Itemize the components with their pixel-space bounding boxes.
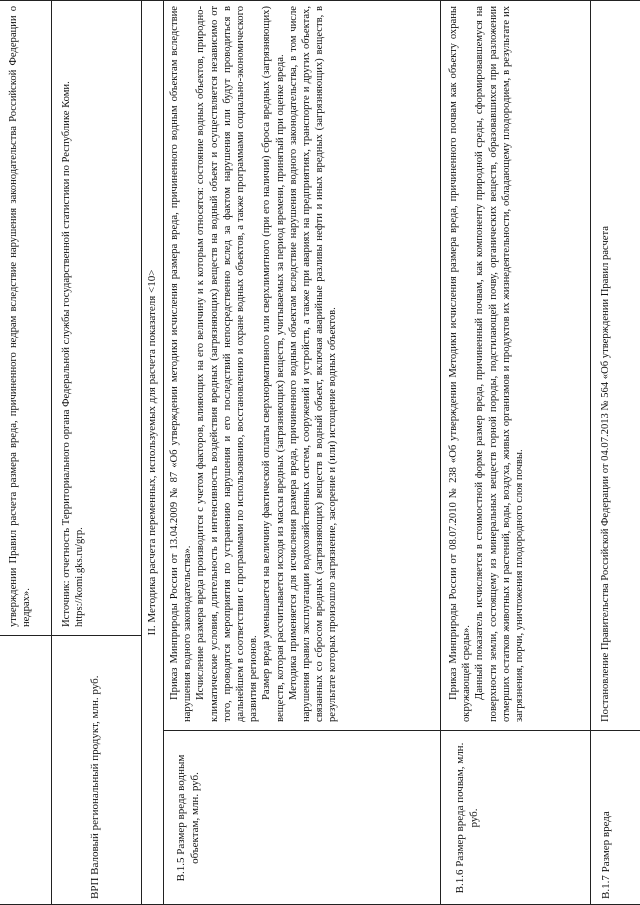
vrp-source: Источник: отчетность Территориального органа Федеральной службы государственной статистики по Республике Коми. <box>61 81 72 627</box>
b15-paragraph: Методика применяется для исчисления размера вреда, причиненного водным объектам вследствие нарушения водного законодательства, в том числе нарушения правил эксплуатации водохозяйственных систем, сооружений и устройств, а также при авариях на предприятиях, транспорте и других объектах, связанных со сбросом вредных (загрязняющих) веществ в водный объект, включая аварийные разливы нефти и иных вредных (загрязняющих) веществ, в результате которых произошло загрязнение, засорение и (или) истощение водных объектов. <box>287 6 339 722</box>
b15-paragraph: Приказ Минприроды России от 13.04.2009 № 87 «Об утверждении методики исчисления размера вреда, причиненного водным объектам вследствие нарушения водного законодательства». <box>169 6 194 722</box>
b16-paragraph: Приказ Минприроды России от 08.07.2010 № 238 «Об утверждении Методики исчисления размера вреда, причиненного почвам как объекту охраны окружающей среды». <box>448 6 473 722</box>
b15-paragraph: Исчисление размера вреда производится с учетом факторов, влияющих на его величину и к которым относятся: состояние водных объектов, природно-климатические условия, длительность и интенсивность воздействия вредных (загрязняющих) веществ на водный объект и осуществляется независимо от того, проводятся мероприятия по устранению нарушения и его последствий непосредственно вслед за фактом нарушения или будут проводиться в дальнейшем в соответствии с программами по использованию, восстановлению и охране водных объектов, а также программами социально-экономического развития регионов. <box>195 6 260 722</box>
section-header: II. Методика расчета переменных, используемых для расчета показателя <10> <box>146 269 158 636</box>
b16-paragraph: Данный показатель исчисляется в стоимостной форме размер вреда, причиненный почвам, как компоненту природной среды, сформировавшемуся на поверхности земли, состоящему из минеральных веществ горной породы, подстилающей почву, органических веществ, образовавшихся при разложении отмерших остатков животных и растений, воды, воздуха, живых организмов и продуктов их жизнедеятельности, обладающему плодородием, в результате их загрязнения, порчи, уничтожения плодородного слоя почвы. <box>474 6 526 722</box>
vrp-url-link[interactable]: https://komi.gks.ru/grp. <box>74 527 86 627</box>
b15-label: В.1.5 Размер вреда водным объектам, млн. руб. <box>175 754 201 882</box>
continuation-text: утверждении Правил расчета размера вреда, причиненного недрам вследствие нарушения законодательства Российской Федерации о недрах». <box>8 6 33 627</box>
b16-label: В.1.6 Размер вреда почвам, млн. руб. <box>454 742 480 894</box>
b15-paragraph: Размер вреда уменьшается на величину фактической оплаты сверхнормативного или сверхлимитного (при его наличии) сброса вредных (загрязняющих) веществ, которая рассчитывается исходя из массы вредных (загрязняющих) веществ, учитываемых за период времени, принятый при оценке вреда. <box>261 6 286 722</box>
vrp-label: ВРП Валовый региональный продукт, млн. руб. <box>89 675 101 899</box>
b17-label: В.1.7 Размер вреда <box>600 811 612 899</box>
b17-text: Постановление Правительства Российской Федерации от 04.07.2013 № 564 «Об утверждении Правил расчета <box>600 226 611 722</box>
